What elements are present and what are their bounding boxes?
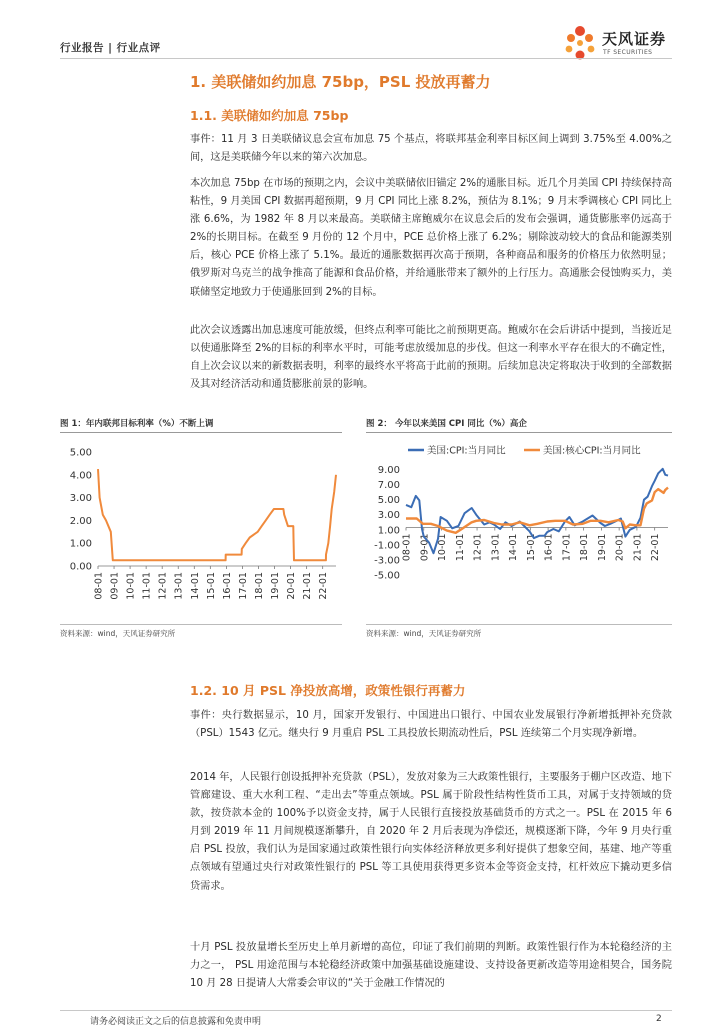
footer-divider <box>60 1010 672 1011</box>
x-tick-label: 20-01 <box>286 572 298 600</box>
y-tick-label: 9.00 <box>377 465 400 477</box>
x-tick-label: 22-01 <box>650 533 662 562</box>
legend-label: 美国:CPI:当月同比 <box>427 445 506 457</box>
figure-1-caption: 图 1：年内联邦目标利率（%）不断上调 <box>60 419 214 429</box>
x-tick-label: 18-01 <box>579 533 591 562</box>
x-tick-label: 13-01 <box>490 533 502 562</box>
x-tick-label: 17-01 <box>237 572 249 600</box>
y-tick-label: -1.00 <box>374 540 400 552</box>
figure-1-caption-rule <box>60 432 342 433</box>
x-tick-label: 21-01 <box>302 572 314 600</box>
figure-1-source: 资料来源：wind，天风证券研究所 <box>60 629 176 638</box>
figure-2-source-rule <box>366 624 672 625</box>
section-heading-1: 1. 美联储如约加息 75bp，PSL 投放再蓄力 <box>190 73 491 91</box>
page-number: 2 <box>656 1014 662 1024</box>
y-tick-label: 0.00 <box>69 561 92 573</box>
x-tick-label: 08-01 <box>401 533 413 562</box>
paragraph-psl-event: 事件：央行数据显示，10 月，国家开发银行、中国进出口银行、中国农业发展银行净新增抵押补充贷款（PSL）1543 亿元。继央行 9 月重启 PSL 工具投放长期流动性后，PSL 连续第二个月实现净新增。 <box>190 710 672 740</box>
x-tick-label: 20-01 <box>614 533 626 562</box>
paragraph-inflation: 本次加息 75bp 在市场的预期之内，会议中美联储依旧锚定 2%的通胀目标。近几个月美国 CPI 持续保持高粘性，9 月美国 CPI 数据再超预期，9 月 CPI 同比上涨 8.2%，预估为 8.1%；9 月末季调核心 CPI 同比上涨 6.6%，为 1982 年 8 月以来最高。美联储主席鲍威尔在议息会后的发布会强调，通货膨胀率仍远高于 2%的长期目标。在截至 9 月份的 12 个月中，PCE 总价格上涨了 6.2%；剔除波动较大的食品和能源类别后，核心 PCE 价格上涨了 5.1%。最近的通胀数据再次高于预期，各种商品和服务的价格压力依然明显；俄罗斯对乌克兰的战争推高了能源和食品价格，并给通胀带来了额外的上行压力。高通胀会侵蚀购买力，美联储坚定地致力于使通胀回到 2%的目标。 <box>190 178 673 298</box>
figure-2-source: 资料来源：wind，天风证券研究所 <box>366 629 482 638</box>
report-category: 行业报告 | 行业点评 <box>60 42 161 54</box>
figure-1-chart <box>60 436 342 622</box>
x-tick-label: 12-01 <box>157 572 169 600</box>
series-line <box>406 488 668 533</box>
y-tick-label: 4.00 <box>69 470 92 482</box>
x-tick-label: 18-01 <box>253 572 265 600</box>
y-tick-label: 3.00 <box>377 510 400 522</box>
x-tick-label: 10-01 <box>437 533 449 562</box>
figure-2-chart <box>366 436 672 622</box>
x-tick-label: 12-01 <box>472 533 484 562</box>
header-divider <box>60 58 672 59</box>
figure-2-caption: 图 2： 今年以来美国 CPI 同比（%）高企 <box>366 419 527 429</box>
logo-english-name: TF SECURITIES <box>603 49 653 56</box>
y-tick-label: 1.00 <box>69 538 92 550</box>
paragraph-outlook: 此次会议透露出加息速度可能放缓，但终点利率可能比之前预期更高。鲍威尔在会后讲话中提到，当接近足以使通胀降至 2%的目标的利率水平时，可能考虑放缓加息的步伐。但这一利率水平存在很大的不确定性，自上次会议以来的新数据表明，利率的最终水平将高于此前的预期。后续加息决定将取决于收到的全部数据及其对经济活动和通货膨胀前景的影响。 <box>190 325 672 391</box>
x-tick-label: 10-01 <box>125 572 137 600</box>
section-heading-1-1: 1.1. 美联储如约加息 75bp <box>190 108 349 123</box>
legend-label: 美国:核心CPI:当月同比 <box>543 445 641 457</box>
y-tick-label: 2.00 <box>69 515 92 527</box>
x-tick-label: 15-01 <box>525 533 537 562</box>
x-tick-label: 16-01 <box>543 533 555 562</box>
series-line <box>98 469 336 560</box>
y-tick-label: 7.00 <box>377 480 400 492</box>
y-tick-label: 3.00 <box>69 493 92 505</box>
x-tick-label: 16-01 <box>221 572 233 600</box>
x-tick-label: 09-01 <box>109 572 121 600</box>
figure-2-caption-rule <box>366 432 672 433</box>
logo-chinese-name: 天风证券 <box>602 30 667 48</box>
paragraph-psl-analysis: 十月 PSL 投放量增长至历史上单月新增的高位，印证了我们前期的判断。政策性银行作为本轮稳经济的主力之一， PSL 用途范围与本轮稳经济政策中加强基础设施建设、支持设备更新改造等用途相契合，国务院 10 月 28 日提请人大常委会审议的“关于金融工作情况的 <box>190 942 672 990</box>
y-tick-label: 1.00 <box>377 525 400 537</box>
y-tick-label: 5.00 <box>377 495 400 507</box>
x-tick-label: 19-01 <box>270 572 282 600</box>
x-tick-label: 14-01 <box>508 533 520 562</box>
x-tick-label: 11-01 <box>141 572 153 600</box>
section-heading-1-2: 1.2. 10 月 PSL 净投放高增，政策性银行再蓄力 <box>190 683 466 698</box>
y-tick-label: -3.00 <box>374 555 400 567</box>
x-tick-label: 19-01 <box>596 533 608 562</box>
footer-disclaimer: 请务必阅读正文之后的信息披露和免责申明 <box>90 1017 262 1027</box>
x-tick-label: 22-01 <box>318 572 330 600</box>
x-tick-label: 08-01 <box>93 572 105 600</box>
x-tick-label: 21-01 <box>632 533 644 562</box>
x-tick-label: 15-01 <box>205 572 217 600</box>
x-tick-label: 11-01 <box>454 533 466 562</box>
y-tick-label: 5.00 <box>69 447 92 459</box>
x-tick-label: 09-01 <box>419 533 431 562</box>
x-tick-label: 13-01 <box>173 572 185 600</box>
paragraph-event: 事件：11 月 3 日美联储议息会宣布加息 75 个基点，将联邦基金利率目标区间上调到 3.75%至 4.00%之间，这是美联储今年以来的第六次加息。 <box>190 134 672 164</box>
x-tick-label: 14-01 <box>189 572 201 600</box>
paragraph-psl-history: 2014 年，人民银行创设抵押补充贷款（PSL），发放对象为三大政策性银行，主要服务于棚户区改造、地下管廊建设、重大水利工程、“走出去”等重点领域。PSL 属于阶段性结构性货币工具，对属于支持领域的贷款，按贷款本金的 100%予以资金支持，属于人民银行直接投放基础货币的方式之一。PSL 在 2015 年 6 月到 2019 年 11 月间规模逐渐攀升，自 2020 年 2 月后表现为净偿还，规模逐渐下降，今年 9 月央行重启 PSL 投放，我们认为是国家通过政策性银行向实体经济释放更多利好提供了想象空间，基建、地产等重点领域有望通过央行对政策性银行的 PSL 等工具使用获得更多资本金等资金支持，杠杆效应下撬动更多信贷需求。 <box>190 772 672 892</box>
figure-1-source-rule <box>60 624 342 625</box>
x-tick-label: 17-01 <box>561 533 573 562</box>
y-tick-label: -5.00 <box>374 570 400 582</box>
